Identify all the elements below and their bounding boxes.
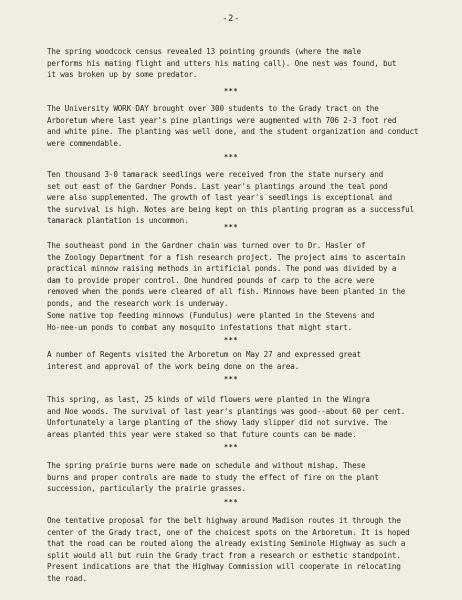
paragraph-prairie-burns: The spring prairie burns were made on schedule and without mishap. These burns and proper controls are made to study the effect of fire on the plant succession, particularly the prairie grasses. [47, 461, 379, 494]
paragraph-wild-flowers: This spring, as last, 25 kinds of wild flowers were planted in the Wingra and Noe woods. The survival of last year's plantings was good--about 60 per cent. Unfortunately a large planting of the showy lady slipper did not survive. The areas planted this year were staked so that future counts can be made. [47, 395, 406, 439]
paragraph-tamarack-seedlings: Ten thousand 3-0 tamarack seedlings were received from the state nursery and set out east of the Gardner Ponds. Last year's plantings around the teal pond were also supplemented. The growth of last year's seedlings is exceptional and the survival is high. Notes are being kept on this planting program as a successful tamarack plantation is uncommon. [47, 170, 415, 226]
section-separator: *** [223, 223, 239, 231]
paragraph-university-work-day: The University WORK DAY brought over 300 students to the Grady tract on the Arboretum where last year's pine plantings were augmented with 706 2-3 foot red and white pine. The planting was well done, and the student organization and conduct were commendable. [47, 104, 419, 148]
paragraph-woodcock-census: The spring woodcock census revealed 13 pointing grounds (where the male performs his mating flight and utters his mating call). One nest was found, but it was broken up by some predator. [47, 47, 397, 80]
section-separator: *** [223, 87, 239, 95]
page-number: -2- [222, 14, 240, 24]
paragraph-fish-research-pond: The southeast pond in the Gardner chain was turned over to Dr. Hasler of the Zoology Department for a fish research project. The project aims to ascertain practical minnow raising methods in artificial ponds. The pond was divided by a dam to provide proper control. One hundred pounds of carp to the acre were removed when the ponds were cleared of all fish. Minnows have been planted in the ponds, and the research work is underway. [47, 241, 406, 308]
section-separator: *** [223, 498, 239, 506]
paragraph-regents-visit: A number of Regents visited the Arboretum on May 27 and expressed great interest and approval of the work being done on the area. [47, 350, 361, 371]
section-separator: *** [223, 375, 239, 383]
paragraph-top-feeding-minnows: Some native top feeding minnows (Fundulus) were planted in the Stevens and Ho-nee-um ponds to combat any mosquito infestations that might start. [47, 311, 375, 332]
section-separator: *** [223, 443, 239, 451]
section-separator: *** [223, 153, 239, 161]
section-separator: *** [223, 336, 239, 344]
paragraph-belt-highway: One tentative proposal for the belt highway around Madison routes it through the center of the Grady tract, one of the choicest spots on the Arboretum. It is hoped that the road can be routed along the already existing Seminole Highway as such a split would all but ruin the Grady tract from a research or esthetic standpoint. Present indications are that the Highway Commission will cooperate in relocating the road. [47, 516, 410, 583]
